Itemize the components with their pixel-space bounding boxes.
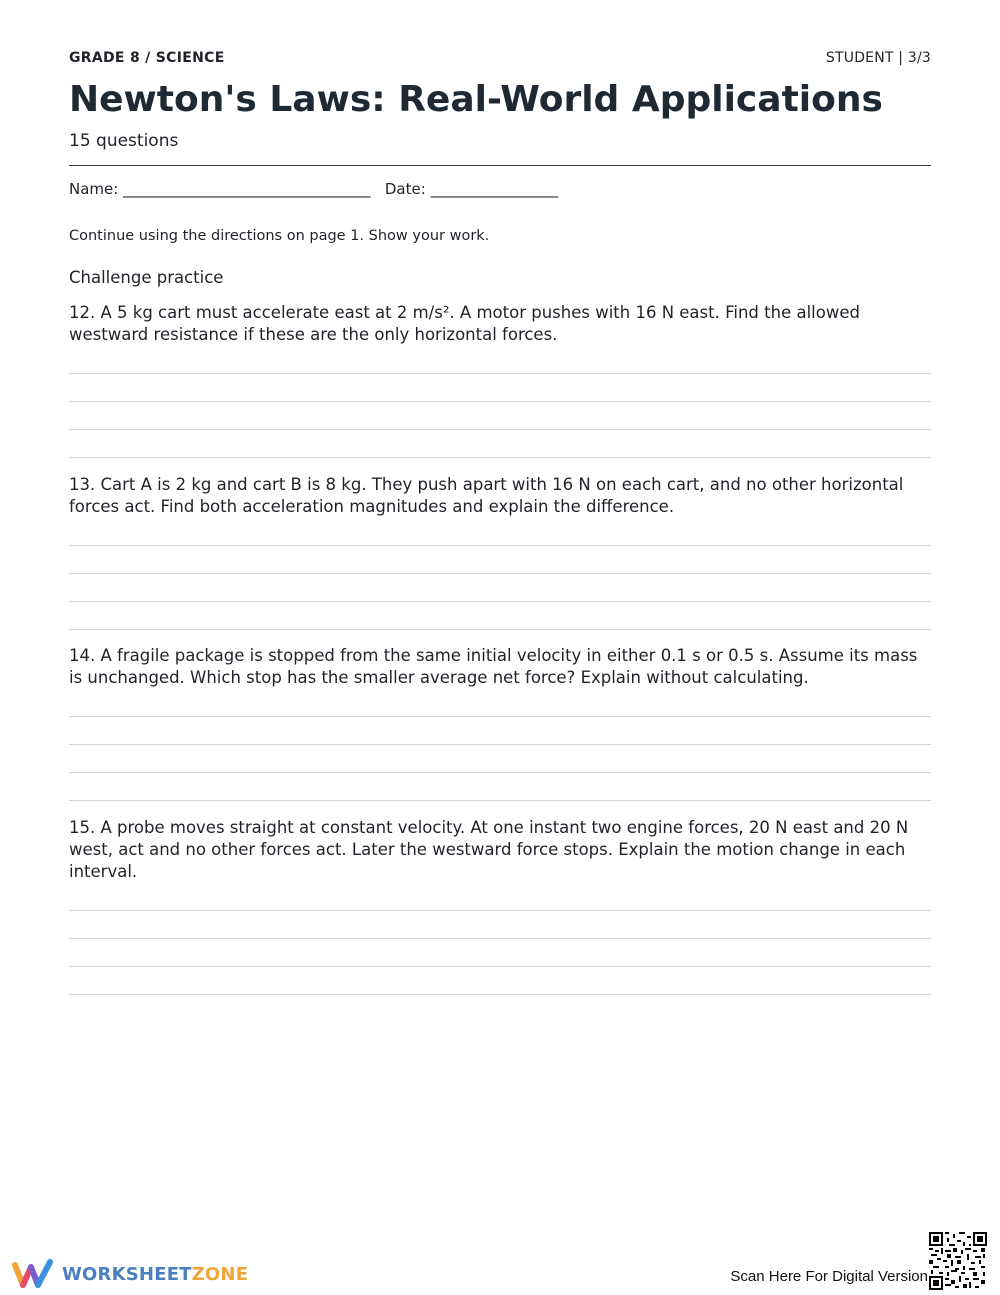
question-13 xyxy=(69,474,931,518)
header-divider xyxy=(69,165,931,166)
answer-line[interactable] xyxy=(69,910,931,911)
question-text: 13. Cart A is 2 kg and cart B is 8 kg. They push apart with 16 N on each cart, and no other horizontal forces act. Find both acceleration magnitudes and explain the difference. xyxy=(69,475,904,516)
qr-code-icon[interactable] xyxy=(929,1232,987,1290)
section-title: Challenge practice xyxy=(69,268,224,287)
answer-line[interactable] xyxy=(69,429,931,430)
scan-label: Scan Here For Digital Version xyxy=(730,1268,928,1285)
name-date-fields[interactable]: Name: _________________________________ Date: _________________ xyxy=(69,180,559,198)
answer-line[interactable] xyxy=(69,457,931,458)
worksheetzone-logo-icon xyxy=(12,1259,54,1289)
answer-line[interactable] xyxy=(69,373,931,374)
question-text: 15. A probe moves straight at constant velocity. At one instant two engine forces, 20 N east and 20 N west, act and no other forces act. Later the westward force stops. Explain the motion change in each interval. xyxy=(69,818,909,881)
question-12 xyxy=(69,302,931,346)
answer-line[interactable] xyxy=(69,994,931,995)
page-number-label: STUDENT | 3/3 xyxy=(825,50,931,66)
answer-line[interactable] xyxy=(69,938,931,939)
answer-line[interactable] xyxy=(69,744,931,745)
brand-name xyxy=(62,1264,248,1285)
page-header xyxy=(69,50,931,68)
answer-line[interactable] xyxy=(69,629,931,630)
answer-line[interactable] xyxy=(69,800,931,801)
answer-line[interactable] xyxy=(69,772,931,773)
grade-subject-label: GRADE 8 / SCIENCE xyxy=(69,50,225,66)
question-count: 15 questions xyxy=(69,131,179,151)
answer-line[interactable] xyxy=(69,573,931,574)
brand-name-part2: ZONE xyxy=(191,1263,249,1285)
answer-line[interactable] xyxy=(69,966,931,967)
worksheet-title: Newton's Laws: Real-World Applications xyxy=(69,79,883,120)
answer-line[interactable] xyxy=(69,401,931,402)
answer-line[interactable] xyxy=(69,601,931,602)
worksheetzone-logo[interactable] xyxy=(12,1258,248,1290)
question-text: 12. A 5 kg cart must accelerate east at 2 m/s². A motor pushes with 16 N east. Find the allowed westward resistance if these are the only horizontal forces. xyxy=(69,303,860,344)
question-14 xyxy=(69,645,931,689)
answer-line[interactable] xyxy=(69,545,931,546)
brand-name-part1: WORKSHEET xyxy=(62,1263,192,1285)
question-text: 14. A fragile package is stopped from the same initial velocity in either 0.1 s or 0.5 s. Assume its mass is unchanged. Which stop has the smaller average net force? Explain without calculating. xyxy=(69,646,918,687)
answer-line[interactable] xyxy=(69,716,931,717)
directions-text: Continue using the directions on page 1. Show your work. xyxy=(69,228,490,244)
question-15 xyxy=(69,817,931,883)
